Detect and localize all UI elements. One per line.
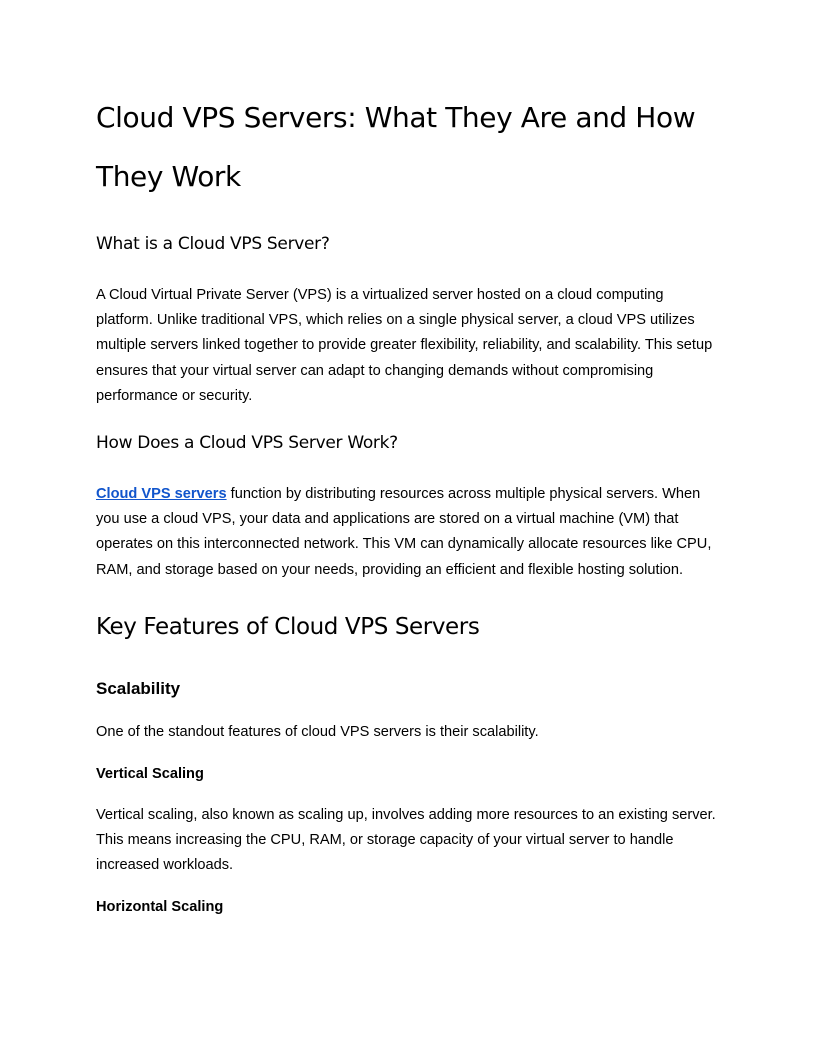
- paragraph-vertical-scaling: Vertical scaling, also known as scaling up, involves adding more resources to an existing server. This means increasing the CPU, RAM, or storage capacity of your virtual server to handle increased workloads.: [96, 807, 716, 874]
- section-heading-how-works: How Does a Cloud VPS Server Work?: [96, 433, 398, 453]
- page-title: Cloud VPS Servers: What They Are and How They Work: [96, 101, 696, 193]
- section-heading-key-features: Key Features of Cloud VPS Servers: [96, 614, 480, 640]
- cloud-vps-servers-link[interactable]: Cloud VPS servers: [96, 486, 227, 502]
- paragraph-scalability-intro: One of the standout features of cloud VPS servers is their scalability.: [96, 724, 539, 740]
- paragraph-how-works-text: function by distributing resources across multiple physical servers. When you use a cloud VPS, your data and applications are stored on a virtual machine (VM) that operates on this interconnected network. This VM can dynamically allocate resources like CPU, RAM, and storage based on your needs, providing an efficient and flexible hosting solution.: [96, 486, 712, 578]
- paragraph-how-works: [96, 482, 724, 583]
- section-heading-what-is: What is a Cloud VPS Server?: [96, 234, 330, 254]
- subheading-vertical-scaling: Vertical Scaling: [96, 766, 204, 782]
- paragraph-what-is: A Cloud Virtual Private Server (VPS) is a virtualized server hosted on a cloud computing platform. Unlike traditional VPS, which relies on a single physical server, a cloud VPS utilizes multiple servers linked together to provide greater flexibility, reliability, and scalability. This setup ensures that your virtual server can adapt to changing demands without compromising performance or security.: [96, 287, 713, 404]
- subheading-horizontal-scaling: Horizontal Scaling: [96, 899, 224, 915]
- subheading-scalability: Scalability: [96, 679, 181, 698]
